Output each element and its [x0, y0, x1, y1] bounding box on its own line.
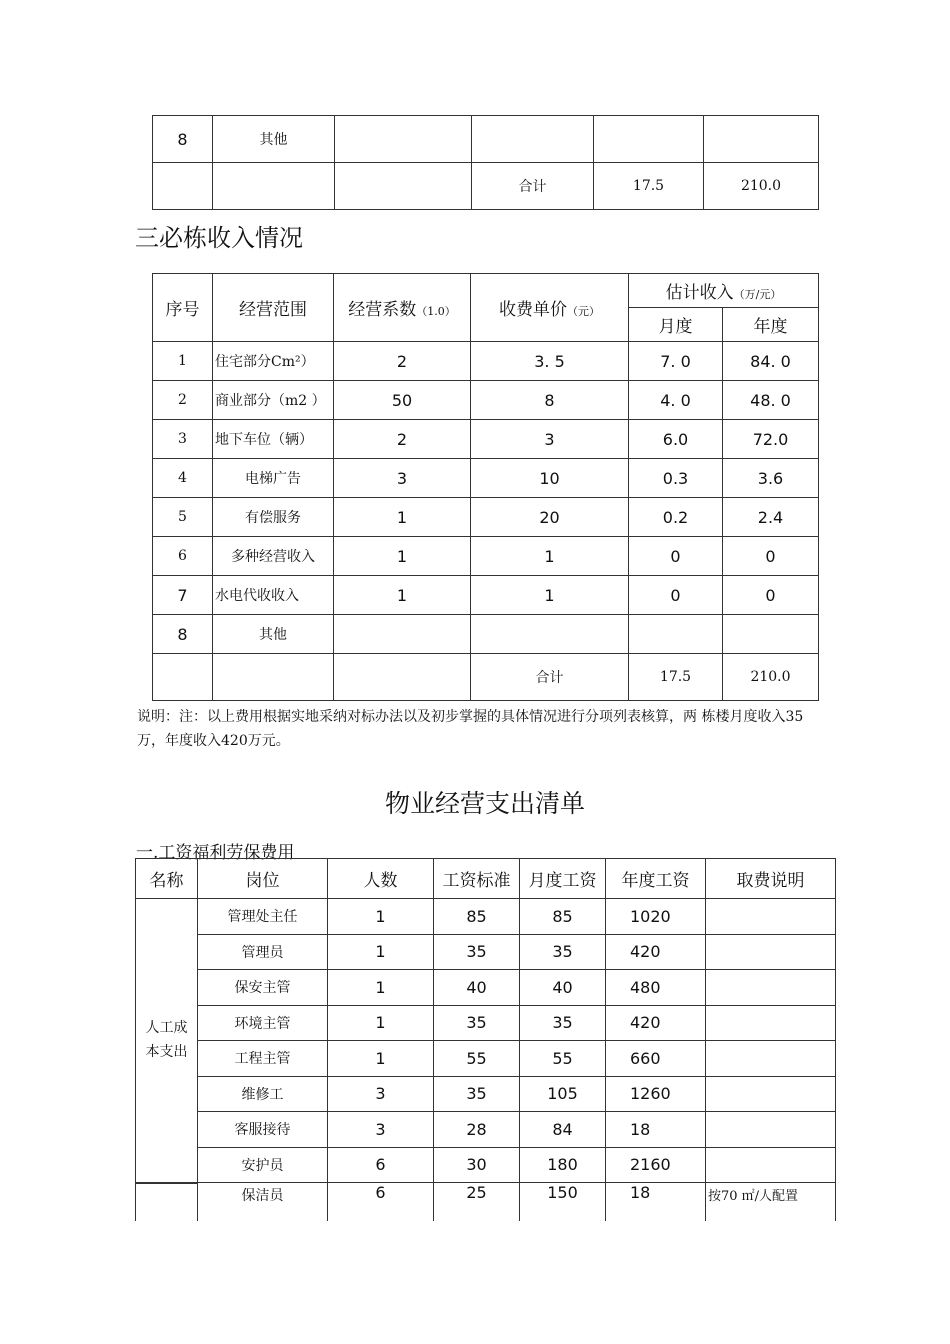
note-paragraph: 说明：注：以上费用根据实地采纳对标办法以及初步掌握的具体情况进行分项列表核算，两 栋楼月度收入35万，年度收入420万元。	[137, 709, 804, 749]
row-remark	[706, 934, 836, 970]
table-row	[136, 899, 836, 935]
row-coef: 2	[334, 420, 471, 459]
table-row	[136, 970, 836, 1006]
row-coef: 1	[334, 498, 471, 537]
row-annual: 420	[606, 1005, 706, 1041]
row-post: 保洁员	[198, 1183, 328, 1222]
total-label: 合计	[471, 654, 629, 701]
row-remark	[706, 1041, 836, 1077]
row-standard: 85	[434, 899, 520, 935]
row-monthly: 35	[520, 934, 606, 970]
row-annual: 420	[606, 934, 706, 970]
total-month: 17.5	[629, 654, 723, 701]
row-price: 3. 5	[471, 342, 629, 381]
header-monthly: 月度工资	[520, 859, 606, 899]
row-monthly: 35	[520, 1005, 606, 1041]
row-year	[704, 116, 819, 163]
row-year	[723, 615, 819, 654]
header-standard: 工资标准	[434, 859, 520, 899]
row-price: 1	[471, 576, 629, 615]
row-year: 0	[723, 576, 819, 615]
header-scope: 经营范围	[213, 274, 334, 342]
header-month: 月度	[629, 308, 723, 342]
row-month	[594, 116, 704, 163]
row-price	[472, 116, 594, 163]
row-count: 1	[328, 970, 434, 1006]
row-scope: 多种经营收入	[213, 537, 334, 576]
row-remark: 按70 ㎡/人配置	[706, 1183, 836, 1222]
row-standard: 35	[434, 934, 520, 970]
row-month: 4. 0	[629, 381, 723, 420]
row-monthly: 85	[520, 899, 606, 935]
header-year: 年度	[723, 308, 819, 342]
total-label: 合计	[472, 163, 594, 210]
header-no: 序号	[153, 274, 213, 342]
row-remark	[706, 899, 836, 935]
table-row	[153, 420, 819, 459]
expense-subtitle: 一.工资福利劳保费用	[136, 843, 295, 863]
row-count: 1	[328, 1005, 434, 1041]
row-coef: 2	[334, 342, 471, 381]
row-no: 6	[153, 537, 213, 576]
header-coef-note: （1.0）	[416, 305, 456, 318]
row-scope: 住宅部分Cm²）	[213, 342, 334, 381]
total-row	[153, 654, 819, 701]
table-row	[153, 498, 819, 537]
table-row	[136, 1041, 836, 1077]
table-row	[153, 537, 819, 576]
row-scope	[213, 163, 335, 210]
total-month: 17.5	[594, 163, 704, 210]
row-month: 6.0	[629, 420, 723, 459]
row-post: 安护员	[198, 1147, 328, 1183]
row-post: 环境主管	[198, 1005, 328, 1041]
header-estimate-note: （万/元）	[733, 288, 782, 301]
header-count: 人数	[328, 859, 434, 899]
row-monthly: 105	[520, 1076, 606, 1112]
row-scope: 地下车位（辆）	[213, 420, 334, 459]
table-row	[136, 1076, 836, 1112]
row-year: 48. 0	[723, 381, 819, 420]
row-no: 8	[153, 116, 213, 163]
table-row	[153, 381, 819, 420]
total-year: 210.0	[723, 654, 819, 701]
row-price: 1	[471, 537, 629, 576]
header-estimate	[629, 274, 819, 308]
header-price	[471, 274, 629, 342]
row-monthly: 180	[520, 1147, 606, 1183]
section-title: 三必栋收入情况	[135, 224, 303, 252]
header-price-label: 收费单价	[499, 300, 567, 320]
header-price-note: （元）	[567, 305, 600, 318]
row-remark	[706, 1112, 836, 1148]
row-annual: 2160	[606, 1147, 706, 1183]
row-no: 1	[153, 342, 213, 381]
header-post: 岗位	[198, 859, 328, 899]
row-count: 1	[328, 899, 434, 935]
row-month: 7. 0	[629, 342, 723, 381]
row-scope: 水电代收收入	[213, 576, 334, 615]
header-row	[136, 859, 836, 899]
row-month: 0	[629, 537, 723, 576]
row-standard: 35	[434, 1076, 520, 1112]
table-row	[153, 342, 819, 381]
row-scope: 其他	[213, 615, 334, 654]
row-post: 客服接待	[198, 1112, 328, 1148]
row-standard: 55	[434, 1041, 520, 1077]
table-row	[153, 163, 819, 210]
row-price	[471, 615, 629, 654]
income-table-continued	[152, 115, 819, 210]
row-post: 维修工	[198, 1076, 328, 1112]
row-count: 1	[328, 1041, 434, 1077]
header-estimate-label: 估计收入	[665, 283, 734, 303]
table-row	[136, 934, 836, 970]
table-row	[136, 1112, 836, 1148]
row-post: 管理处主任	[198, 899, 328, 935]
row-no: 8	[153, 615, 213, 654]
row-year: 84. 0	[723, 342, 819, 381]
row-coef: 1	[334, 537, 471, 576]
row-scope: 有偿服务	[213, 498, 334, 537]
row-count: 6	[328, 1147, 434, 1183]
row-no	[153, 163, 213, 210]
row-count: 1	[328, 934, 434, 970]
row-price: 10	[471, 459, 629, 498]
row-no: 2	[153, 381, 213, 420]
table-row	[136, 1005, 836, 1041]
table-row	[153, 576, 819, 615]
table-row	[153, 459, 819, 498]
row-year: 3.6	[723, 459, 819, 498]
salary-table	[135, 858, 836, 1221]
row-remark	[706, 970, 836, 1006]
row-monthly: 40	[520, 970, 606, 1006]
row-no: 5	[153, 498, 213, 537]
income-table	[152, 273, 819, 701]
row-count: 3	[328, 1076, 434, 1112]
row-standard: 40	[434, 970, 520, 1006]
row-coef	[335, 116, 472, 163]
table-row	[136, 1183, 836, 1222]
header-annual: 年度工资	[606, 859, 706, 899]
row-remark	[706, 1147, 836, 1183]
row-annual: 480	[606, 970, 706, 1006]
row-coef	[334, 615, 471, 654]
row-annual: 1020	[606, 899, 706, 935]
row-post: 保安主管	[198, 970, 328, 1006]
row-remark	[706, 1005, 836, 1041]
row-price: 3	[471, 420, 629, 459]
row-count: 6	[328, 1183, 434, 1222]
table-row	[153, 116, 819, 163]
row-price: 20	[471, 498, 629, 537]
row-coef: 50	[334, 381, 471, 420]
row-standard: 25	[434, 1183, 520, 1222]
row-standard: 30	[434, 1147, 520, 1183]
row-post: 管理员	[198, 934, 328, 970]
row-coef	[335, 163, 472, 210]
header-remark: 取费说明	[706, 859, 836, 899]
expense-title: 物业经营支出清单	[384, 789, 585, 818]
table-row	[153, 615, 819, 654]
row-annual: 1260	[606, 1076, 706, 1112]
header-name: 名称	[136, 859, 198, 899]
row-no: 7	[153, 576, 213, 615]
row-count: 3	[328, 1112, 434, 1148]
row-annual: 18	[606, 1183, 706, 1222]
row-scope: 电梯广告	[213, 459, 334, 498]
row-year: 2.4	[723, 498, 819, 537]
row-standard: 35	[434, 1005, 520, 1041]
row-monthly: 84	[520, 1112, 606, 1148]
row-month: 0	[629, 576, 723, 615]
row-year: 0	[723, 537, 819, 576]
row-no: 3	[153, 420, 213, 459]
header-row	[153, 274, 819, 308]
row-price: 8	[471, 381, 629, 420]
row-month	[629, 615, 723, 654]
row-monthly: 150	[520, 1183, 606, 1222]
row-scope: 其他	[213, 116, 335, 163]
row-coef: 3	[334, 459, 471, 498]
table-row	[136, 1147, 836, 1183]
row-monthly: 55	[520, 1041, 606, 1077]
header-coef	[334, 274, 471, 342]
row-annual: 660	[606, 1041, 706, 1077]
row-no: 4	[153, 459, 213, 498]
row-scope: 商业部分（m2 ）	[213, 381, 334, 420]
row-post: 工程主管	[198, 1041, 328, 1077]
row-remark	[706, 1076, 836, 1112]
total-year: 210.0	[704, 163, 819, 210]
row-year: 72.0	[723, 420, 819, 459]
row-standard: 28	[434, 1112, 520, 1148]
row-coef: 1	[334, 576, 471, 615]
row-month: 0.3	[629, 459, 723, 498]
row-annual: 18	[606, 1112, 706, 1148]
group-label: 人工成本支出	[136, 899, 198, 1183]
header-coef-label: 经营系数	[348, 300, 417, 320]
row-month: 0.2	[629, 498, 723, 537]
